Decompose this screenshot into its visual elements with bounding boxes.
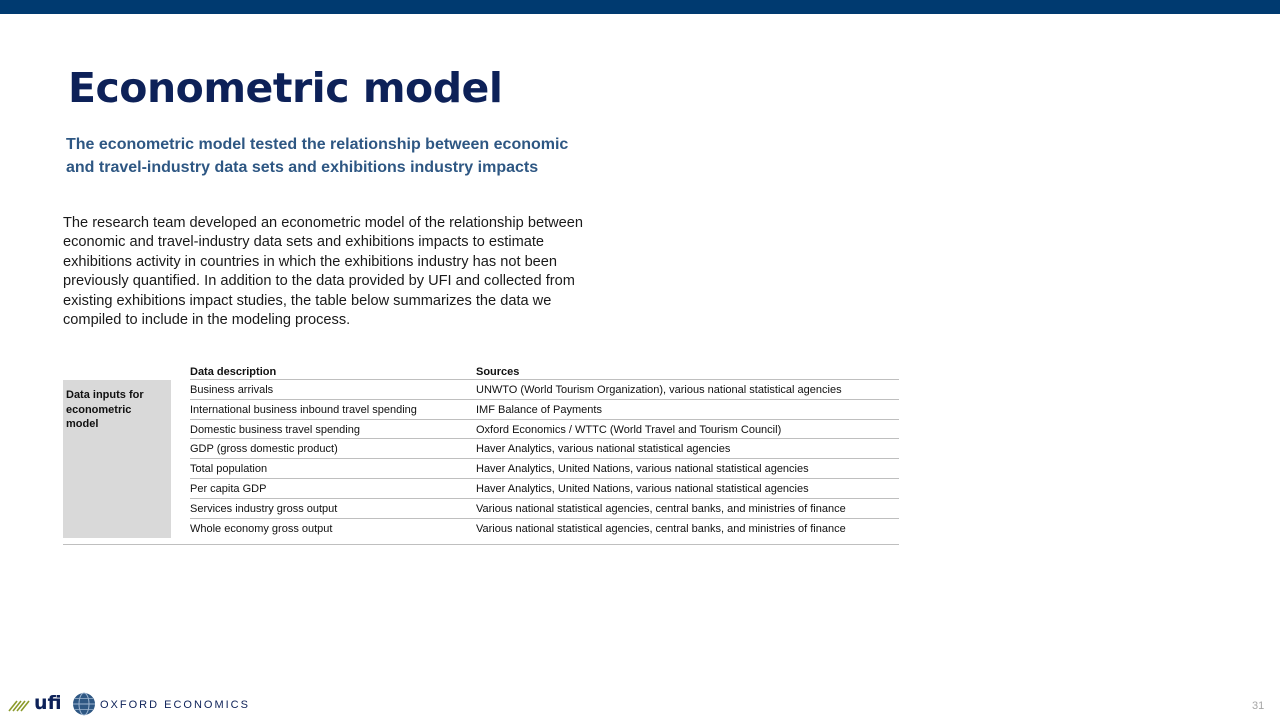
table-row <box>190 459 899 479</box>
table-row <box>190 519 899 538</box>
oxford-economics-logo-text: OXFORD ECONOMICS <box>100 699 250 711</box>
cell-sources: Oxford Economics / WTTC (World Travel and Tourism Council) <box>476 423 782 436</box>
cell-sources: Haver Analytics, United Nations, various national statistical agencies <box>476 463 809 476</box>
ufi-stripes-icon <box>8 698 34 712</box>
cell-sources: UNWTO (World Tourism Organization), various national statistical agencies <box>476 384 842 396</box>
table-row <box>190 400 899 420</box>
table-bottom-rule <box>63 544 899 545</box>
column-header-sources: Sources <box>476 366 520 378</box>
cell-description: Total population <box>190 463 268 476</box>
table-row <box>190 479 899 499</box>
cell-description: Domestic business travel spending <box>190 423 360 436</box>
page-title: Econometric model <box>68 64 503 112</box>
cell-sources: Haver Analytics, United Nations, various national statistical agencies <box>476 482 809 495</box>
cell-sources: Various national statistical agencies, central banks, and ministries of finance <box>476 522 846 535</box>
footer-logos <box>8 690 248 718</box>
top-accent-bar <box>0 0 1280 14</box>
body-paragraph: The research team developed an econometric model of the relationship between economic and travel-industry data sets and exhibitions impacts to estimate exhibitions activity in countries in which the exhibitions industry has not been previously quantified. In addition to the data provided by UFI and collected from existing exhibitions impact studies, the table below summarizes the data we compiled to include in the modeling process. <box>63 215 584 329</box>
globe-icon <box>72 692 96 716</box>
cell-sources: Haver Analytics, various national statistical agencies <box>476 443 731 456</box>
cell-description: GDP (gross domestic product) <box>190 443 338 456</box>
cell-description: Services industry gross output <box>190 502 338 515</box>
page-number: 31 <box>1252 700 1265 712</box>
cell-description: International business inbound travel spending <box>190 403 417 416</box>
row-group-label: Data inputs for econometric model <box>66 389 144 430</box>
table-row <box>190 420 899 440</box>
table-row <box>190 439 899 459</box>
cell-sources: Various national statistical agencies, central banks, and ministries of finance <box>476 502 846 515</box>
ufi-logo-text: ufi <box>34 692 62 714</box>
table-row <box>190 380 899 400</box>
ufi-logo <box>8 692 64 716</box>
column-header-description: Data description <box>190 366 277 378</box>
cell-sources: IMF Balance of Payments <box>476 403 602 416</box>
table-row <box>190 499 899 519</box>
table-body <box>190 379 899 537</box>
cell-description: Business arrivals <box>190 384 274 396</box>
oxford-economics-logo <box>72 692 250 718</box>
data-inputs-table <box>63 362 899 546</box>
cell-description: Per capita GDP <box>190 482 267 495</box>
cell-description: Whole economy gross output <box>190 522 333 535</box>
page-subtitle: The econometric model tested the relationship between economic and travel-industry data sets and exhibitions industry impacts <box>66 136 569 176</box>
row-group-label-cell <box>63 380 171 538</box>
